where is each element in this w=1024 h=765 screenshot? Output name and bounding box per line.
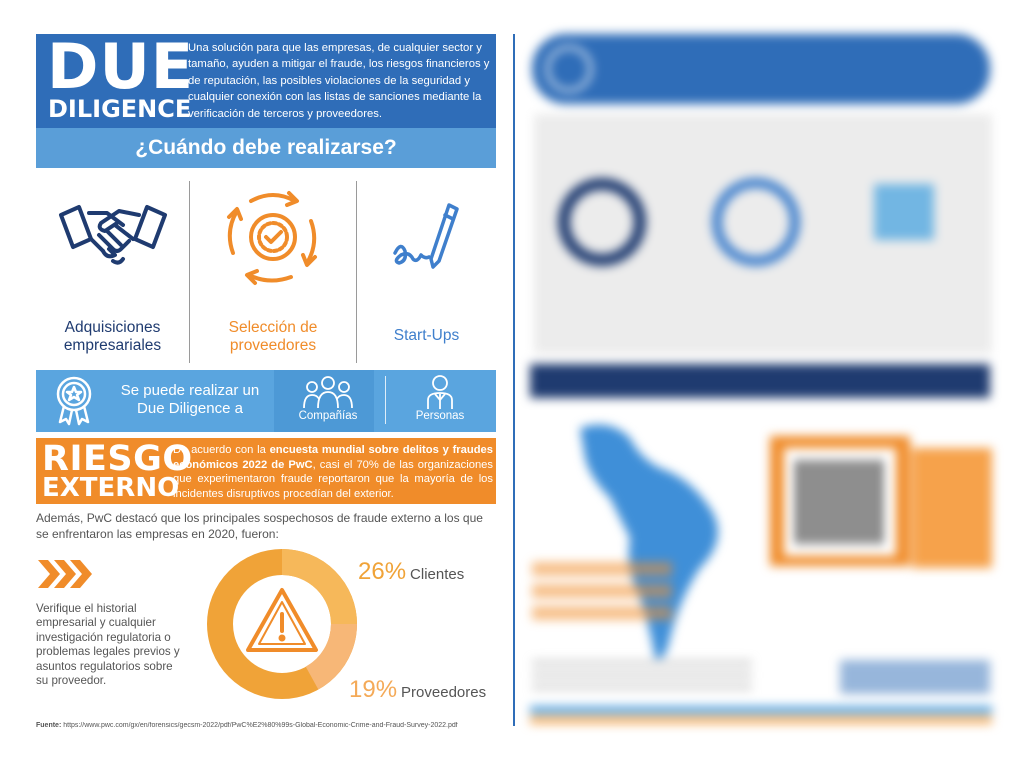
stat-value: 19%: [349, 676, 398, 703]
source-note: Fuente: https://www.pwc.com/gx/en/forensics/gecsm-2022/pdf/PwC%E2%80%99s-Global-Economic-Crime-and-Fraud-Survey-2022.pdf: [36, 722, 458, 729]
donut-segment-clientes: [282, 562, 344, 624]
hero-description: Una solución para que las empresas, de cualquier sector y tamaño, ayuden a mitigar el fraude, los riesgos financieros y de reputación, las posibles violaciones de la seguridad y cualquier conexión con las listas de sanciones mediante la verificación de terceros y proveedores.: [188, 42, 490, 120]
external-risk-box: [36, 438, 496, 504]
warning-icon: [248, 590, 316, 650]
blurred-contact: [532, 660, 752, 696]
source-url[interactable]: https://www.pwc.com/gx/en/forensics/gecsm-2022/pdf/PwC%E2%80%99s-Global-Economic-Crime-and-Fraud-Survey-2022.pdf: [61, 722, 458, 729]
blurred-ring: [712, 178, 800, 266]
use-case-label: Adquisiciones empresariales: [63, 319, 162, 354]
use-case-label: Start-Ups: [393, 327, 460, 344]
blurred-phone: [912, 448, 992, 568]
hero-header: [36, 30, 496, 128]
blurred-band: [530, 364, 990, 398]
blurred-stripe: [530, 706, 992, 714]
stat-suppliers: [349, 676, 486, 704]
blurred-logo: [840, 660, 990, 694]
use-case-acquisitions: [36, 181, 189, 363]
blurred-number-block: [874, 184, 934, 240]
cycle-check-icon: [221, 187, 325, 287]
handshake-icon: [57, 199, 169, 277]
qr-code-icon: [796, 460, 884, 544]
target-label: Personas: [415, 410, 465, 422]
latin-america-map-icon: [570, 408, 740, 668]
chevrons-icon: [38, 560, 92, 588]
target-label: Compañías: [298, 410, 358, 422]
pen-signature-icon: [387, 201, 467, 281]
blurred-header: [532, 34, 990, 104]
right-panel-blurred: [530, 28, 995, 738]
suspects-intro: Además, PwC destacó que los principales sospechosos de fraude externo a los que se enfrentaron las empresas en 2020, fueron:: [36, 511, 483, 542]
suspects-donut: [204, 546, 360, 702]
use-case-label: Selección de proveedores: [228, 319, 318, 354]
blurred-icon: [546, 46, 592, 92]
use-cases: [36, 181, 496, 363]
risk-description: De acuerdo con la encuesta mundial sobre delitos y fraudes económicos 2022 de PwC, casi el 70% de las organizaciones que experimentaron fraude reportaron que la mayoría de los incidentes disruptivos procedían del exterior.: [173, 444, 493, 500]
blurred-orange-text: [532, 562, 672, 622]
use-case-startups: [356, 181, 496, 363]
page-divider: [513, 34, 515, 726]
blurred-ring: [558, 178, 646, 266]
stat-clients: [358, 558, 464, 586]
hero-title-big: DUE: [47, 30, 195, 103]
award-badge-icon: [52, 374, 96, 428]
stat-value: 26%: [358, 558, 407, 585]
person-icon: [420, 374, 460, 410]
stat-label: Clientes: [410, 566, 465, 583]
risk-title: RIESGO: [42, 439, 193, 479]
verify-advice: Verifique el historial empresarial y cualquier investigación regulatoria o problemas legales previos y asuntos regulatorios sobre su proveedor.: [36, 602, 180, 688]
hero-title-small: DILIGENCE: [48, 95, 192, 123]
use-case-suppliers: [189, 181, 356, 363]
group-people-icon: [298, 374, 358, 410]
left-panel: [36, 30, 496, 734]
risk-subtitle: EXTERNO: [42, 473, 180, 503]
blurred-stripe: [530, 716, 992, 724]
when-title: ¿Cuándo debe realizarse?: [36, 128, 496, 168]
band-divider: [385, 376, 386, 424]
target-companies: [288, 374, 368, 422]
target-people: [396, 374, 484, 422]
blurred-stats-panel: [534, 114, 992, 354]
can-be-done-text: Se puede realizar un Due Diligence a: [120, 382, 260, 418]
stat-label: Proveedores: [401, 684, 487, 701]
can-be-done-band: [36, 370, 496, 432]
